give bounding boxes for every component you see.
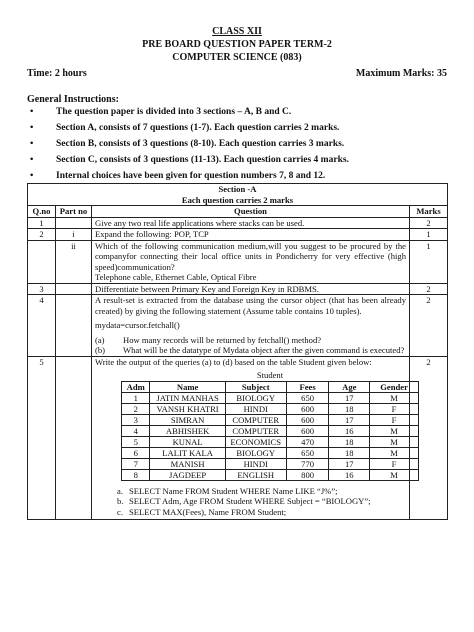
part-cell [56, 295, 92, 357]
question-text: A result-set is extracted from the database using the cursor object (that has been already created) by giving the following statement (Assume table contains 10 tuples). [95, 295, 406, 316]
marks-cell: 1 [410, 229, 448, 241]
qno-header: Q.no [28, 206, 56, 218]
table-row: 3 SIMRAN COMPUTER 600 17 F [122, 414, 419, 425]
question-cell: Give any two real life applications where stacks can be used. [92, 217, 410, 229]
marks-cell: 2 [410, 283, 448, 295]
qno-cell: 3 [28, 283, 56, 295]
question-text: Write the output of the queries (a) to (d) based on the table Student given below: [95, 356, 372, 367]
marks-cell: 2 [410, 217, 448, 229]
section-title: Section -A [218, 184, 257, 194]
part-cell [56, 217, 92, 229]
col-gender: Gender [370, 381, 419, 392]
table-row [28, 229, 448, 241]
col-fees: Fees [286, 381, 329, 392]
question-cell: Expand the following: POP, TCP [92, 229, 410, 241]
part-header: Part no [56, 206, 92, 218]
part-cell [56, 283, 92, 295]
class-heading: CLASS XII [212, 26, 262, 37]
exam-heading: PRE BOARD QUESTION PAPER TERM-2 [142, 39, 332, 50]
question-paper-page: CLASS XII PRE BOARD QUESTION PAPER TERM-2 COMPUTER SCIENCE (083) Time: 2 hours Maximum Marks: 35 General Instructions: • The question paper is divided into 3 sections – A, B and C. • Section A, consists of 7 questions (1-7). Each question carries 2 marks. • Section B, consists of 3 questions (8-10). Each question carries 3 marks. • Section C, consists of 3 questions (11-13). Each question carries 4 marks. • Internal choices have been given for question numbers 7, 8 and 12. Section -A Each question carries 2 marks Q.no Part no Question Marks 1 Give any two real life applications where stacks can be used. 2 2 i Expand the following: POP, TCP 1 ii Which of the following communication medium,will you suggest to be procured by the companyfor connecting their local office units in Pondicherry for very effective (high speed)communication? Telephone cable, Ethernet Cable, Optical Fibre 1 3 Differentiate between Primary Key and Foreign Key in RDBMS. 2 4 A result-set is extracted from the database using the cursor object (that has been already created) by giving the following statement (Assume table contains 10 tuples). mydata=cursor.fetchall() (a) How many records will be returned by fetchall() method? (b) What will be the datatype of Mydata object after the given command is executed? 2 5 Write the output of the queries (a) to (d) based on the table Student given below: Student Adm Name Subject Fees Age Gender 1 JATIN MANHAS BIOLOGY 650 17 M 2 VANSH KHATRI HINDI 600 18 F 3 SIMRAN COMPUTER 600 17 F 4 ABHISHEK COMPUTER 600 16 M 5 KUNAL ECONOMICS 470 18 M 6 LALIT KALA BIOLOGY 650 18 M 7 MANISH HINDI 770 17 F 8 JAGDEEP ENGLISH 800 16 M a. SELECT Name FROM Student WHERE Name LIKE “J%”; b. SELECT Adm, Age FROM Student WHERE Subject = “BIOLOGY”; c. SELECT MAX(Fees), Name FROM Student; 2 [0, 0, 474, 632]
subject-heading: COMPUTER SCIENCE (083) [172, 52, 302, 63]
table-row: 5 KUNAL ECONOMICS 470 18 M [122, 436, 419, 447]
part-cell: ii [56, 240, 92, 283]
marks-cell: 2 [410, 356, 448, 520]
question-options: Telephone cable, Ethernet Cable, Optical Fibre [95, 272, 257, 282]
qno-cell: 4 [28, 295, 56, 357]
table-row: 4 ABHISHEK COMPUTER 600 16 M [122, 425, 419, 436]
table-row: 2 VANSH KHATRI HINDI 600 18 F [122, 403, 419, 414]
table-row [28, 283, 448, 295]
question-cell [92, 356, 410, 520]
qno-cell: 2 [28, 229, 56, 241]
part-cell: i [56, 229, 92, 241]
table-row: 7 MANISH HINDI 770 17 F [122, 458, 419, 469]
table-row: 6 LALIT KALA BIOLOGY 650 18 M [122, 447, 419, 458]
table-row [28, 356, 448, 520]
query-line: b. SELECT Adm, Age FROM Student WHERE Subject = “BIOLOGY”; [117, 496, 371, 506]
student-table [121, 381, 419, 481]
query-line: a. SELECT Name FROM Student WHERE Name LIKE “J%”; [117, 485, 338, 496]
table-row [28, 240, 448, 283]
time-label: Time: 2 hours [27, 68, 87, 79]
col-name: Name [150, 381, 225, 392]
col-subject: Subject [225, 381, 286, 392]
table-header-row [28, 206, 448, 218]
table-row: 1 JATIN MANHAS BIOLOGY 650 17 M [122, 392, 419, 403]
qno-cell [28, 240, 56, 283]
part-cell [56, 356, 92, 520]
table-row [28, 295, 448, 357]
question-cell: Differentiate between Primary Key and Foreign Key in RDBMS. [92, 283, 410, 295]
question-cell [92, 240, 410, 283]
qno-cell: 5 [28, 356, 56, 520]
section-title-row [28, 184, 448, 206]
sub-question: (b) What will be the datatype of Mydata object after the given command is executed? [95, 345, 405, 355]
col-adm: Adm [122, 381, 150, 392]
marks-cell: 2 [410, 295, 448, 357]
marks-header: Marks [410, 206, 448, 218]
code-line: mydata=cursor.fetchall() [95, 320, 180, 330]
qno-cell: 1 [28, 217, 56, 229]
sub-question: (a) How many records will be returned by fetchall() method? [95, 334, 322, 345]
time-marks-row [27, 68, 447, 79]
question-text: Which of the following communication medium,will you suggest to be procured by the companyfor connecting their local office units in Pondicherry for very effective (high speed)communication? [95, 240, 406, 272]
section-a-table [27, 183, 448, 520]
student-header-row [122, 381, 419, 392]
general-instructions-title: General Instructions: [27, 94, 119, 105]
query-line: c. SELECT MAX(Fees), Name FROM Student; [117, 506, 287, 517]
max-marks-label: Maximum Marks: 35 [355, 68, 447, 79]
section-subtitle: Each question carries 2 marks [181, 194, 294, 205]
question-header: Question [92, 206, 410, 218]
question-cell [92, 295, 410, 357]
student-table-caption: Student [256, 370, 284, 380]
table-row: 8 JAGDEEP ENGLISH 800 16 M [122, 469, 419, 480]
table-row [28, 217, 448, 229]
marks-cell: 1 [410, 240, 448, 283]
col-age: Age [329, 381, 370, 392]
